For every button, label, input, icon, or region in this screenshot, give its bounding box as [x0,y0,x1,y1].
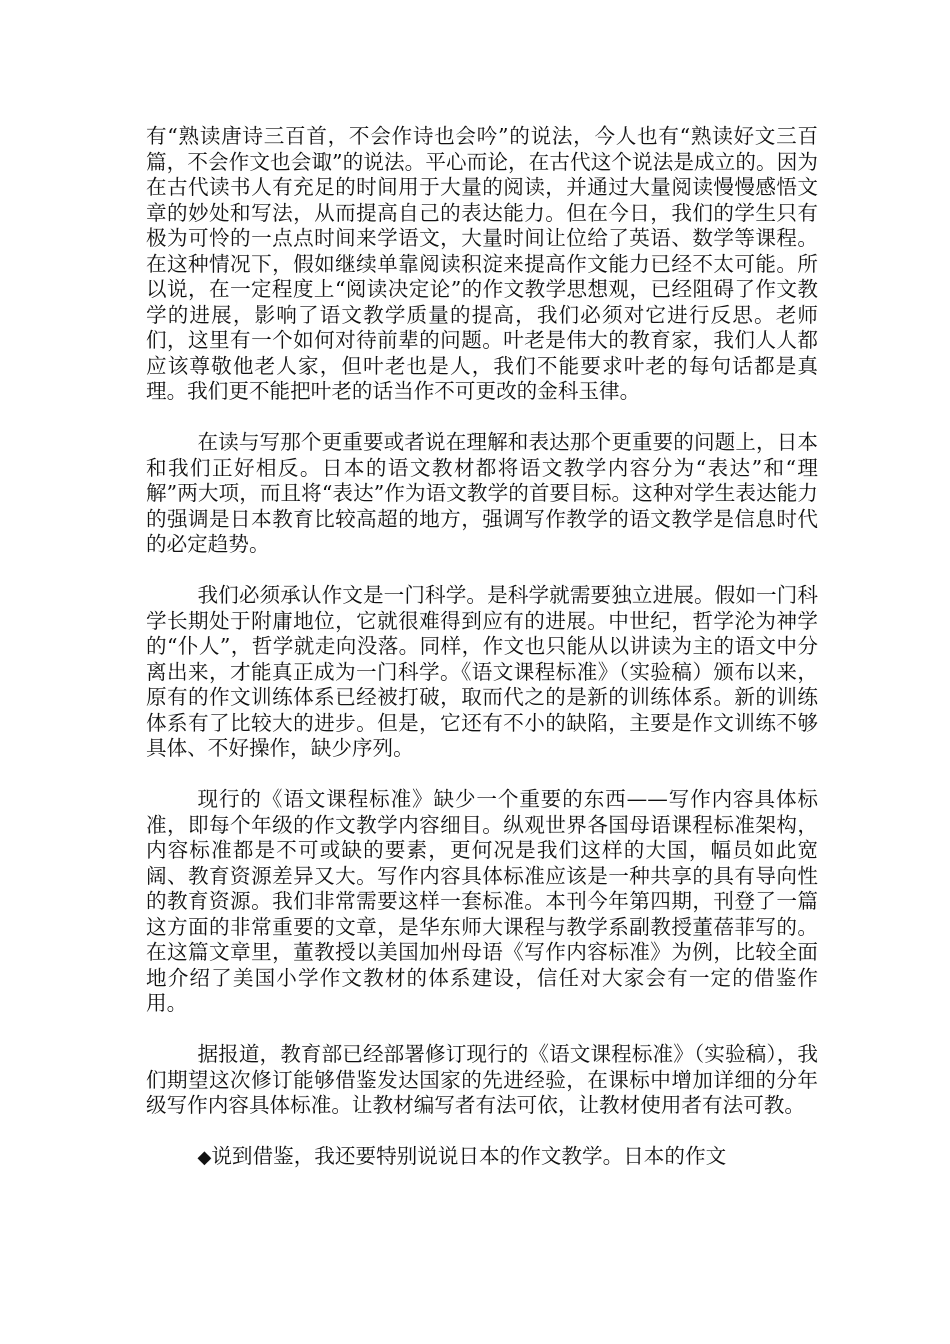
paragraph-2: 在读与写那个更重要或者说在理解和表达那个更重要的问题上，日本和我们正好相反。日本的语文教材都将语文教学内容分为“表达”和“理解”两大项，而且将“表达”作为语文教学的首要目标。这种对学生表达能力的强调是日本教育比较高超的地方，强调写作教学的语文教学是信息时代的必定趋势。 [146,430,818,556]
paragraph-6-text: 说到借鉴，我还要特别说说日本的作文教学。日本的作文 [211,1144,727,1168]
document-body [146,124,818,1171]
paragraph-4: 现行的《语文课程标准》缺少一个重要的东西——写作内容具体标准，即每个年级的作文教学内容细目。纵观世界各国母语课程标准架构，内容标准都是不可或缺的要素，更何况是我们这样的大国，幅员如此宽阔、教育资源差异又大。写作内容具体标准应该是一种共享的具有导向性的教育资源。我们非常需要这样一套标准。本刊今年第四期，刊登了一篇这方面的非常重要的文章，是华东师大课程与教学系副教授董蓓菲写的。在这篇文章里，董教授以美国加州母语《写作内容标准》为例，比较全面地介绍了美国小学作文教材的体系建设，信任对大家会有一定的借鉴作用。 [146,787,818,1015]
paragraph-3: 我们必须承认作文是一门科学。是科学就需要独立进展。假如一门科学长期处于附庸地位，它就很难得到应有的进展。中世纪，哲学沦为神学的“仆人”，哲学就走向没落。同样，作文也只能从以讲读为主的语文中分离出来，才能真正成为一门科学。《语文课程标准》（实验稿）颁布以来，原有的作文训练体系已经被打破，取而代之的是新的训练体系。新的训练体系有了比较大的进步。但是，它还有不小的缺陷，主要是作文训练不够具体、不好操作，缺少序列。 [146,583,818,760]
diamond-bullet-icon: ◆ [197,1147,212,1168]
paragraph-6 [146,1144,818,1171]
paragraph-5: 据报道，教育部已经部署修订现行的《语文课程标准》（实验稿），我们期望这次修订能够借鉴发达国家的先进经验，在课标中增加详细的分年级写作内容具体标准。让教材编写者有法可依，让教材使用者有法可教。 [146,1042,818,1117]
paragraph-1: 有“熟读唐诗三百首，不会作诗也会吟”的说法，今人也有“熟读好文三百篇，不会作文也会诹”的说法。平心而论，在古代这个说法是成立的。因为在古代读书人有充足的时间用于大量的阅读，并通过大量阅读慢慢感悟文章的妙处和写法，从而提高自己的表达能力。但在今日，我们的学生只有极为可怜的一点点时间来学语文，大量时间让位给了英语、数学等课程。在这种情况下，假如继续单靠阅读积淀来提高作文能力已经不太可能。所以说，在一定程度上“阅读决定论”的作文教学思想观，已经阻碍了作文教学的进展，影响了语文教学质量的提高，我们必须对它进行反思。老师们，这里有一个如何对待前辈的问题。叶老是伟大的教育家，我们人人都应该尊敬他老人家，但叶老也是人，我们不能要求叶老的每句话都是真理。我们更不能把叶老的话当作不可更改的金科玉律。 [146,124,818,403]
